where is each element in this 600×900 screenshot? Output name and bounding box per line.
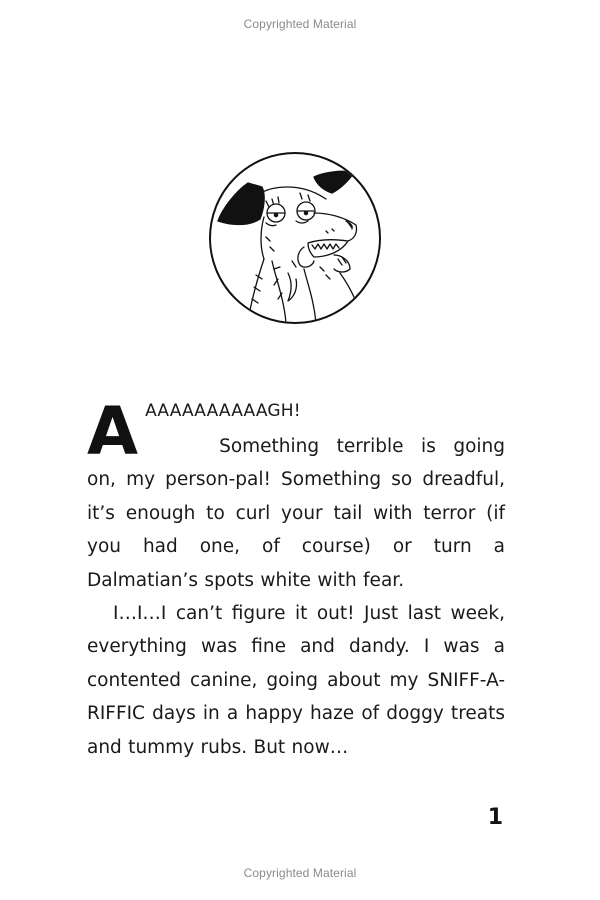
- copyright-watermark-bottom: Copyrighted Material: [243, 866, 357, 880]
- copyright-watermark-top: Copyrighted Material: [243, 17, 357, 31]
- paragraph-2: I…I…I can’t figure it out! Just last week, everything was fine and dandy. I was a contented canine, going about my SNIFF-A-RIFFIC days in a happy haze of doggy treats and tummy rubs. But now…: [87, 603, 505, 758]
- chapter-text: [87, 393, 505, 764]
- scared-dog-portrait-icon: [208, 151, 382, 325]
- opening-exclamation: AAAAAAAAAAGH!: [145, 401, 301, 421]
- scared-dog-illustration: [208, 151, 382, 325]
- paragraph-1: Something terrible is going on, my person-pal! Something so dreadful, it’s enough to curl your tail with terror (if you had one, of course) or turn a Dalmatian’s spots white with fear.: [87, 436, 505, 591]
- page-number: 1: [487, 805, 503, 830]
- drop-cap: A: [87, 393, 138, 470]
